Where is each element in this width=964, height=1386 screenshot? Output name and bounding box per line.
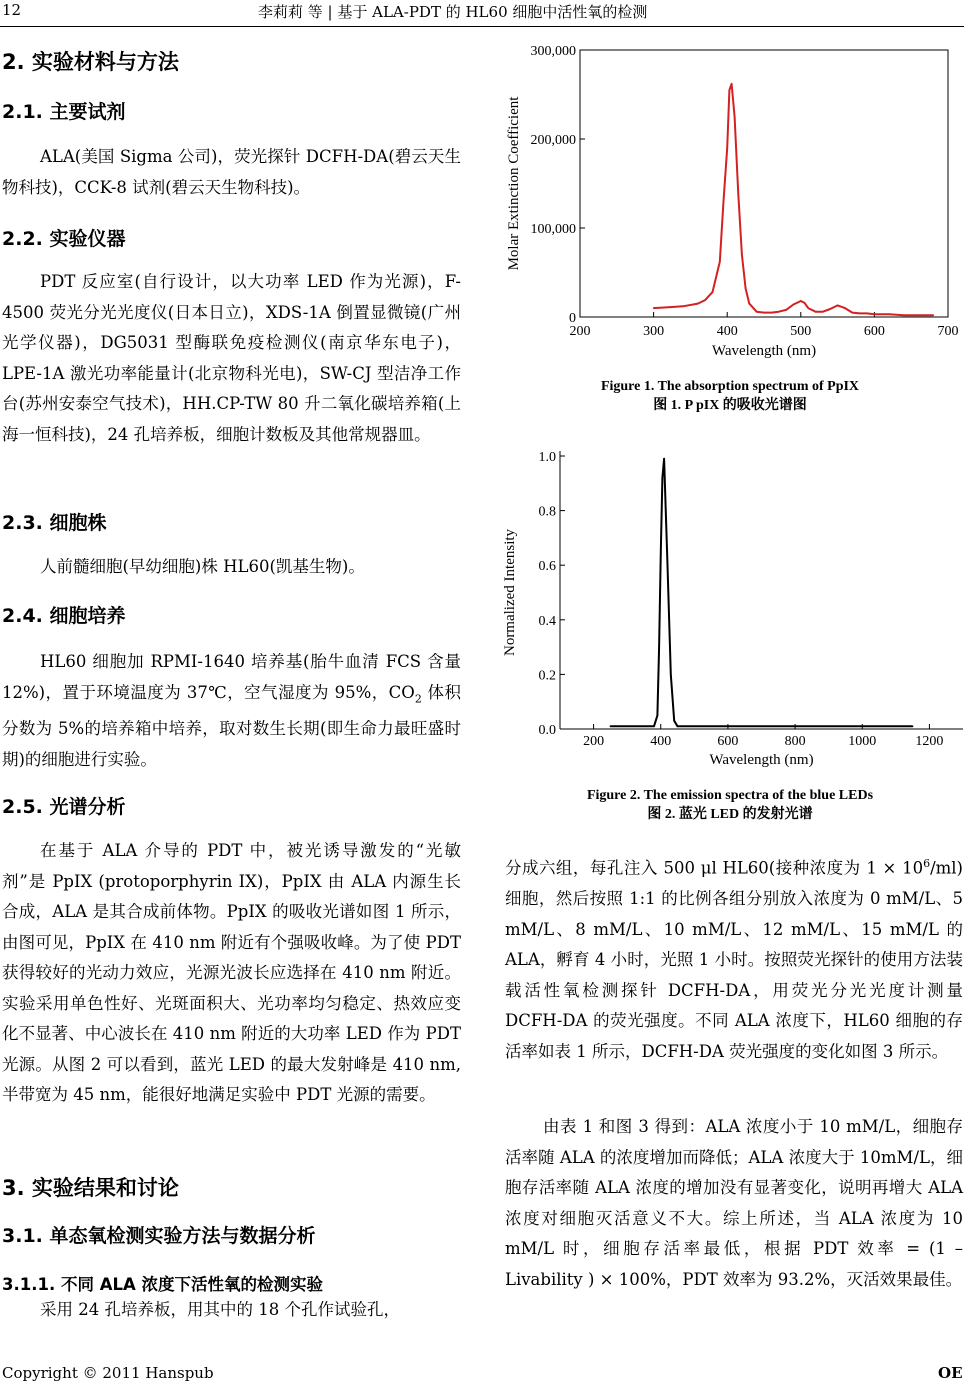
section-heading-2-3: 2.3. 细胞株 bbox=[2, 512, 107, 534]
data-point bbox=[866, 313, 868, 315]
data-point bbox=[793, 304, 795, 306]
data-point bbox=[778, 311, 780, 313]
y-tick-label: 0.8 bbox=[538, 504, 556, 520]
y-tick-label: 200,000 bbox=[530, 133, 576, 148]
data-point bbox=[745, 288, 747, 290]
paragraph-spectral-analysis: 在基于 ALA 介导的 PDT 中，被光诱导激发的“光敏剂”是 PpIX (protoporphyrin IX)，PpIX 由 ALA 内源生长合成，ALA 是其合成前体物。PpIX 的吸收光谱如图 1 所示，由图可见，PpIX 在 410 nm 附近有个强吸收峰。为了使 PDT 获得较好的光动力效应，光源光波长应选择在 410 nm 附近。实验采用单色性好、光斑面积大、光功率均匀稳定、热效应变化不显著、中心波长在 410 nm 附近的大功率 LED 作为 PDT 光源。从图 2 可以看到，蓝光 LED 的最大发射峰是 410 nm,半带宽为 45 nm，能很好地满足实验中 PDT 光源的需要。 bbox=[2, 841, 461, 1104]
data-point bbox=[719, 261, 721, 263]
x-tick-label: 200 bbox=[569, 324, 591, 339]
paragraph-cell-culture: HL60 细胞加 RPMI-1640 培养基(胎牛血清 FCS 含量 12%)，置于环境温度为 37℃，空气湿度为 95%，$CO_2$ 体积分数为 5%的培养箱中培养，取对数生长期(即生命力最旺盛时期)的细胞进行实验。 bbox=[2, 652, 461, 769]
data-point bbox=[663, 458, 665, 460]
data-point bbox=[712, 291, 714, 293]
data-point bbox=[888, 314, 890, 316]
data-point bbox=[729, 89, 731, 91]
data-point bbox=[861, 725, 863, 727]
section-heading-3-1: 3.1. 单态氧检测实验方法与数据分析 bbox=[2, 1225, 316, 1247]
x-tick-label: 700 bbox=[937, 324, 959, 339]
x-tick-label: 1200 bbox=[915, 734, 944, 749]
data-point bbox=[903, 314, 905, 316]
section-heading-2-5: 2.5. 光谱分析 bbox=[2, 796, 126, 818]
data-point bbox=[662, 477, 664, 479]
running-title: 李莉莉 等 | 基于 ALA-PDT 的 HL60 细胞中活性氧的检测 bbox=[258, 3, 648, 21]
y-tick-label: 0.6 bbox=[538, 559, 556, 575]
data-point bbox=[626, 725, 628, 727]
data-point bbox=[697, 303, 699, 305]
data-point bbox=[756, 311, 758, 313]
data-point bbox=[694, 725, 696, 727]
data-point bbox=[807, 307, 809, 309]
data-point bbox=[785, 309, 787, 311]
y-tick-label: 1.0 bbox=[538, 450, 556, 465]
y-tick-label: 100,000 bbox=[530, 222, 576, 237]
figure-2-emission-chart bbox=[498, 448, 964, 778]
page-number: 12 bbox=[2, 1, 22, 19]
data-point bbox=[643, 725, 645, 727]
data-point bbox=[734, 116, 736, 118]
paragraph-grouping-method: 分成六组，每孔注入 500 μl HL60(接种浓度为 $1 \times 10^6/ml$)细胞，然后按照 1:1 的比例各组分别放入浓度为 0 mM/L、5 mM/L、8 mM/L、10 mM/L、12 mM/L、15 mM/L 的 ALA，孵育 4 小时，光照 1 小时。按照荧光探针的使用方法装载活性氧检测探针 DCFH-DA，用荧光分光光度计测量 DCFH-DA 的荧光强度。不同 ALA 浓度下，HL60 细胞的存活率如表 1 所示，DCFH-DA 荧光强度的变化如图 3 所示。 bbox=[505, 857, 963, 1061]
x-tick-label: 300 bbox=[643, 324, 665, 339]
data-point bbox=[667, 564, 669, 566]
data-point bbox=[723, 201, 725, 203]
data-point bbox=[828, 725, 830, 727]
paragraph-reagents: ALA(美国 Sigma 公司)，荧光探针 DCFH-DA(碧云天生物科技)，CCK-8 试剂(碧云天生物科技)。 bbox=[2, 147, 461, 197]
data-point bbox=[874, 314, 876, 316]
data-point bbox=[731, 83, 733, 85]
figure-2-caption-en: Figure 2. The emission spectra of the blue LEDs bbox=[586, 788, 874, 803]
data-point bbox=[748, 303, 750, 305]
data-point bbox=[794, 725, 796, 727]
data-point bbox=[763, 312, 765, 314]
data-point bbox=[771, 312, 773, 314]
x-tick-label: 400 bbox=[650, 734, 672, 749]
y-axis-title: Molar Extinction Coefficient bbox=[506, 96, 522, 271]
data-point bbox=[658, 646, 660, 648]
data-point bbox=[800, 300, 802, 302]
section-heading-3-1-1: 3.1.1. 不同 ALA 浓度下活性氧的检测实验 bbox=[2, 1275, 324, 1294]
data-point bbox=[912, 725, 914, 727]
data-point bbox=[741, 254, 743, 256]
x-tick-label: 500 bbox=[790, 324, 812, 339]
data-point bbox=[677, 725, 679, 727]
x-tick-label: 400 bbox=[716, 324, 738, 339]
data-point bbox=[932, 314, 934, 316]
paragraph-instruments: PDT 反应室(自行设计，以大功率 LED 作为光源)，F-4500 荧光分光光度仪(日本日立)，XDS-1A 倒置显微镜(广州光学仪器)，DG5031 型酶联免疫检测仪(南京华东电子)， LPE-1A 激光功率能量计(北京物科光电)，SW-CJ 型洁净工作台(苏州安泰空气技术)，HH.CP-TW 80 升二氧化碳培养箱(上海一恒科技)，24 孔培养板，细胞计数板及其他常规器皿。 bbox=[2, 272, 461, 444]
data-point bbox=[844, 307, 846, 309]
y-tick-label: 0.2 bbox=[538, 668, 556, 684]
y-tick-label: 0.0 bbox=[538, 723, 556, 738]
y-tick-label: 300,000 bbox=[530, 44, 576, 59]
data-point bbox=[737, 192, 739, 194]
data-point bbox=[918, 314, 920, 316]
data-point bbox=[829, 308, 831, 310]
footer-journal: OE bbox=[938, 1364, 963, 1382]
x-tick-label: 200 bbox=[583, 734, 605, 749]
figure-1-absorption-chart bbox=[498, 36, 964, 376]
x-axis-title: Wavelength (nm) bbox=[709, 752, 814, 768]
data-point bbox=[852, 312, 854, 314]
section-heading-2-4: 2.4. 细胞培养 bbox=[2, 605, 126, 627]
figure-1-caption-en: Figure 1. The absorption spectrum of PpIX bbox=[600, 379, 860, 394]
data-point bbox=[653, 725, 655, 727]
y-axis-title: Normalized Intensity bbox=[502, 528, 518, 657]
footer-copyright: Copyright © 2011 Hanspub bbox=[2, 1364, 214, 1382]
data-point bbox=[673, 720, 675, 722]
x-tick-label: 800 bbox=[784, 734, 806, 749]
data-point bbox=[682, 306, 684, 308]
data-point bbox=[815, 311, 817, 313]
data-point bbox=[704, 299, 706, 301]
data-point bbox=[668, 306, 670, 308]
figure-1-caption-zh: 图 1. P pIX 的吸收光谱图 bbox=[653, 398, 807, 413]
section-heading-2-1: 2.1. 主要试剂 bbox=[2, 101, 126, 123]
y-tick-label: 0 bbox=[569, 311, 576, 326]
data-line bbox=[610, 459, 912, 727]
data-point bbox=[726, 147, 728, 149]
data-point bbox=[761, 725, 763, 727]
data-point bbox=[610, 725, 612, 727]
plot-frame bbox=[580, 50, 948, 317]
figure-2-caption-zh: 图 2. 蓝光 LED 的发射光谱 bbox=[647, 807, 813, 822]
x-tick-label: 600 bbox=[863, 324, 885, 339]
data-point bbox=[660, 551, 662, 553]
data-point bbox=[837, 305, 839, 307]
data-line bbox=[654, 84, 934, 315]
y-tick-label: 0.4 bbox=[538, 613, 556, 629]
data-point bbox=[727, 725, 729, 727]
section-heading-3: 3. 实验结果和讨论 bbox=[2, 1176, 179, 1200]
header-rule bbox=[0, 26, 964, 27]
data-point bbox=[653, 307, 655, 309]
x-axis-title: Wavelength (nm) bbox=[711, 343, 817, 359]
paragraph-results: 由表 1 和图 3 得到：ALA 浓度小于 10 mM/L，细胞存活率随 ALA 的浓度增加而降低；ALA 浓度大于 10mM/L，细胞存活率随 ALA 浓度的增加没有显著变化，说明再增大 ALA 浓度对细胞灭活意义不大。综上所述，当 ALA 浓度为 10 mM/L 时，细胞存活率最低，根据 PDT 效率 = (1 – Livability ) × 100%，PDT 效率为 93.2%，灭活效果最佳。 bbox=[505, 1117, 963, 1289]
data-point bbox=[670, 674, 672, 676]
data-point bbox=[859, 313, 861, 315]
data-point bbox=[804, 302, 806, 304]
x-tick-label: 1000 bbox=[848, 734, 877, 749]
data-point bbox=[657, 715, 659, 717]
paragraph-experiment-start: 采用 24 孔培养板，用其中的 18 个孔作试验孔， bbox=[40, 1300, 400, 1319]
section-heading-2-2: 2.2. 实验仪器 bbox=[2, 228, 126, 250]
paragraph-cell-line: 人前髓细胞(早幼细胞)株 HL60(凯基生物)。 bbox=[40, 557, 365, 576]
data-point bbox=[822, 311, 824, 313]
x-tick-label: 600 bbox=[717, 734, 739, 749]
section-heading-2: 2. 实验材料与方法 bbox=[2, 50, 179, 74]
